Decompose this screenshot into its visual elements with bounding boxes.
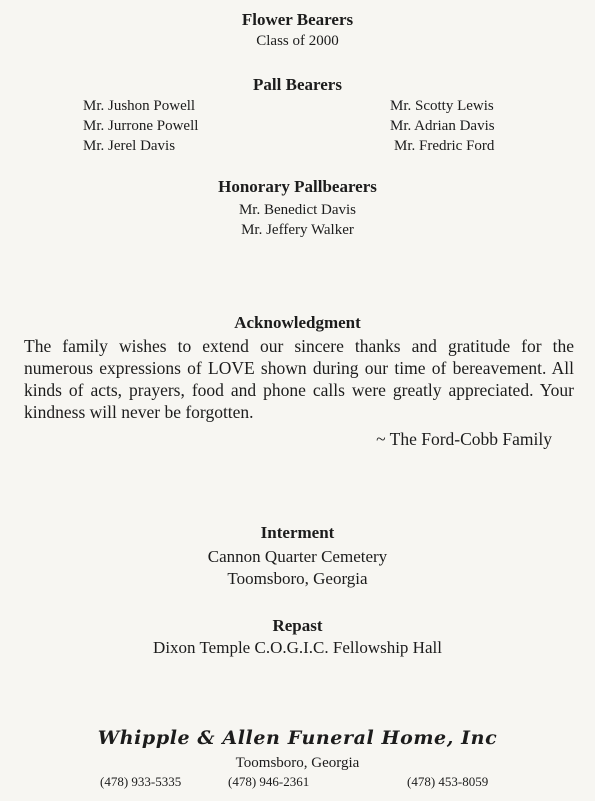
repast-location: Dixon Temple C.O.G.I.C. Fellowship Hall <box>153 638 442 657</box>
honorary-pallbearers-heading: Honorary Pallbearers <box>218 177 377 196</box>
flower-bearers-heading: Flower Bearers <box>241 10 354 29</box>
interment-city: Toomsboro, Georgia <box>227 569 368 588</box>
interment-location: Cannon Quarter Cemetery <box>207 547 388 566</box>
honorary-pallbearer-name: Mr. Benedict Davis <box>238 202 357 218</box>
honorary-pallbearers-list <box>0 200 595 240</box>
pall-bearer-name: Mr. Jurrone Powell <box>83 118 199 134</box>
acknowledgment-signature: ~ The Ford-Cobb Family <box>376 429 552 449</box>
pall-bearer-name: Mr. Scotty Lewis <box>390 98 494 114</box>
pall-bearers-right-column <box>390 96 495 156</box>
funeral-home-phone: (478) 453-8059 <box>407 774 489 789</box>
pall-bearer-name: Mr. Fredric Ford <box>394 138 495 154</box>
funeral-home-city: Toomsboro, Georgia <box>235 755 360 771</box>
pall-bearer-name: Mr. Jerel Davis <box>83 138 176 154</box>
funeral-home-phone: (478) 933-5335 <box>100 774 182 789</box>
pall-bearers-left-column <box>83 96 198 156</box>
flower-bearers-text: Class of 2000 <box>256 33 339 49</box>
interment-details <box>0 546 595 590</box>
repast-heading: Repast <box>272 616 323 635</box>
acknowledgment-text: The family wishes to extend our sincere thanks and gratitude for the numerous expressions of LOVE shown during our time of bereavement. All kinds of acts, prayers, food and phone calls were greatly appreciated. Your kindness will never be forgotten. <box>24 336 574 422</box>
funeral-home-phone: (478) 946-2361 <box>228 774 310 789</box>
pall-bearer-name: Mr. Jushon Powell <box>83 98 196 114</box>
honorary-pallbearer-name: Mr. Jeffery Walker <box>241 222 354 238</box>
acknowledgment-body <box>24 335 574 423</box>
interment-heading: Interment <box>260 523 335 542</box>
acknowledgment-heading: Acknowledgment <box>234 313 361 332</box>
pall-bearers-heading: Pall Bearers <box>253 75 342 94</box>
funeral-home-name: Whipple & Allen Funeral Home, Inc <box>97 727 498 749</box>
pall-bearer-name: Mr. Adrian Davis <box>390 118 495 134</box>
